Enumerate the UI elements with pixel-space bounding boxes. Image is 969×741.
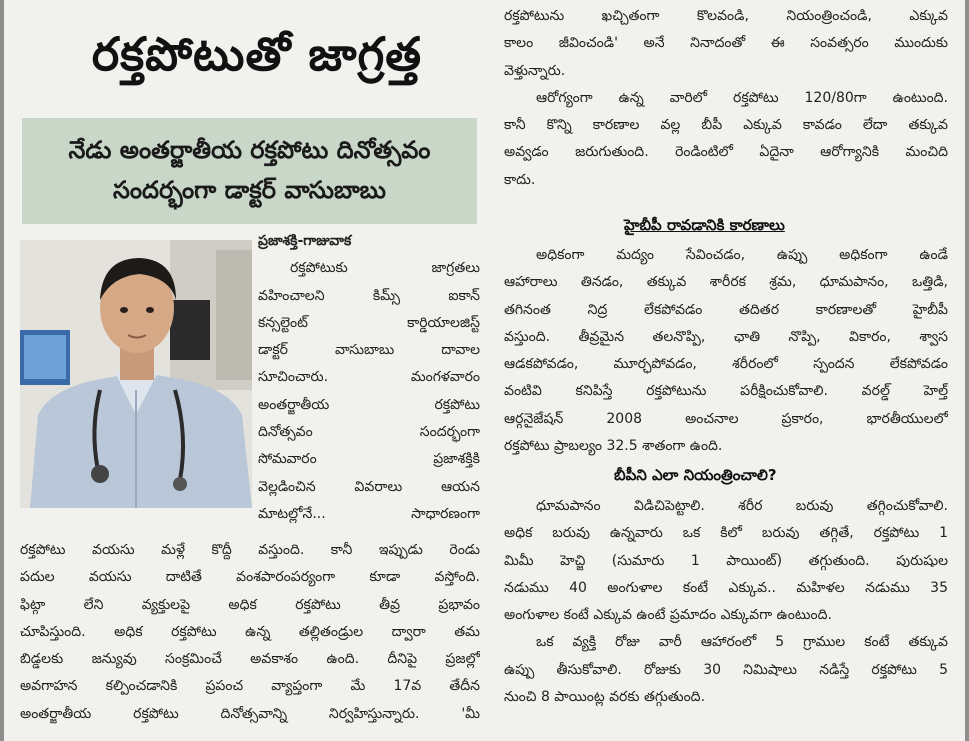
section-control-body (504, 493, 948, 711)
text-line: మాటల్లోనే... సాధారణంగా (258, 505, 480, 522)
text-line: సూచించారు. మంగళవారం (258, 369, 480, 386)
text-line: వంటివి కనిపిస్తే రక్తపోటును పరీక్షించుకోవాలి. వరల్డ్ హెల్త్ (504, 383, 948, 400)
text-line: కన్సల్టెంట్ కార్డియాలజిస్ట్ (258, 314, 480, 331)
text-line: వహించాలని కిమ్స్ ఐకాన్ (258, 287, 480, 304)
text-line: రక్తపోటు ప్రాబల్యం 32.5 శాతంగా ఉంది. (504, 438, 723, 455)
text-line: నుంచి 8 పాయింట్ల వరకు తగ్గుతుంది. (504, 689, 706, 706)
text-line: సోమవారం ప్రజాశక్తికి (258, 451, 480, 468)
text-line: అవగాహన కల్పించడానికి ప్రపంచ వ్యాప్తంగా మే 17వ తేదీన (20, 678, 480, 695)
text-line: రక్తపోటు వయసు మళ్లే కొద్దీ వస్తుంది. కానీ ఇప్పుడు రెండు (20, 542, 480, 558)
text-line: వెల్లడించిన వివరాలు ఆయన (258, 478, 480, 495)
text-line: అవ్వడం జరుగుతుంది. రెండింటిలో ఏదైనా ఆరోగ్యానికి మంచిది (504, 144, 948, 161)
section-causes-body (504, 242, 948, 460)
column-2-intro (504, 3, 948, 194)
text-line: ఆహారాలు తినడం, తక్కువ శారీరక శ్రమ, ధూమపానం, ఒత్తిడి, (504, 274, 948, 291)
subheadline-line-2: సందర్భంగా డాక్టర్ వాసుబాబు (113, 176, 386, 204)
text-line: బిడ్డలకు జన్యువు సంక్రమించే అవకాశం ఉంది. దీనిపై ప్రజల్లో (20, 651, 480, 668)
newspaper-clipping (4, 0, 965, 741)
subheadline-box (22, 118, 477, 224)
text-line: తగినంత నిద్ర లేకపోవడం తదితర కారణాలతో హైబీపీ (504, 301, 948, 318)
text-line: మిమీ హెచ్జి (సుమారు 1 పాయింట్) తగ్గుతుంది. పురుషుల (504, 552, 948, 569)
doctor-portrait-image (20, 240, 252, 508)
text-line: చూపిస్తుంది. అధిక రక్తపోటు ఉన్న తల్లితండ్రుల ద్వారా తమ (20, 623, 480, 640)
text-line: దినోత్సవం సందర్భంగా (258, 424, 480, 441)
text-line: ఒక వ్యక్తి రోజు వారీ ఆహారంలో 5 గ్రాముల కంటే తక్కువ (536, 634, 948, 651)
text-line: వెళ్తున్నారు. (504, 62, 566, 79)
text-line: కాదు. (504, 171, 536, 188)
text-line: అంగుళాల కంటే ఎక్కువ ఉంటే ప్రమాదం ఎక్కువగా ఉంటుంది. (504, 607, 832, 624)
text-line: నడుము 40 అంగుళాల కంటే ఎక్కువ.. మహిళల నడుము 35 (504, 579, 948, 596)
text-line: అధిక బరువు ఉన్నవారు ఒక కిలో బరువు తగ్గితే, రక్తపోటు 1 (504, 525, 948, 542)
column-1-body (20, 537, 480, 728)
text-line: రక్తపోటును ఖచ్చితంగా కొలవండి, నియంత్రించండి, ఎక్కువ (504, 8, 948, 24)
section-heading-causes: హైబీపీ రావడానికి కారణాలు (624, 216, 785, 234)
text-line: అంతర్జాతీయ రక్తపోటు (258, 396, 480, 413)
text-line: ఉప్పు తీసుకోవాలి. రోజుకు 30 నిమిషాలు నడిస్తే రక్తపోటు 5 (504, 661, 948, 678)
byline: ప్రజాశక్తి-గాజువాక (258, 233, 352, 249)
doctor-photo (20, 240, 252, 508)
text-line: డాక్టర్ వాసుబాబు దావాల (258, 342, 480, 359)
text-line: ధూమపానం విడిచిపెట్టాలి. శరీర బరువు తగ్గించుకోవాలి. (536, 498, 948, 514)
intro-column (258, 228, 480, 528)
text-line: ఫిట్గా లేని వ్యక్తులపై అధిక రక్తపోటు తీవ్ర ప్రభావం (20, 596, 480, 613)
section-heading-control: బీపీని ఎలా నియంత్రించాలి? (614, 466, 777, 484)
text-line: అధికంగా మద్యం సేవించడం, ఉప్పు అధికంగా ఉండే (536, 247, 948, 263)
text-line: ఆరోగ్యంగా ఉన్న వారిలో రక్తపోటు 120/80గా ఉంటుంది. (536, 89, 948, 106)
text-line: కానీ కొన్ని కారణాల వల్ల బీపీ ఎక్కువ కావడం లేదా తక్కువ (504, 117, 948, 134)
text-line: ఆర్గనైజేషన్ 2008 అంచనాల ప్రకారం, భారతీయులలో (504, 410, 948, 427)
text-line: పదుల వయసు దాటితే వంశపారంపర్యంగా కూడా వస్తోంది. (20, 569, 480, 586)
text-line: వస్తుంది. తీవ్రమైన తలనొప్పి, ఛాతి నొప్పి, వికారం, శ్వాస (504, 328, 948, 345)
text-line: ఆడకపోవడం, మూర్ఛపోవడం, శరీరంలో స్పందన లేకపోవడం (504, 356, 948, 373)
headline: రక్తపోటుతో జాగ్రత్త (91, 27, 423, 81)
text-line: రక్తపోటుకు జాగ్రతలు (290, 260, 480, 277)
subheadline-line-1: నేడు అంతర్జాతీయ రక్తపోటు దినోత్సవం (68, 136, 431, 164)
text-line: అంతర్జాతీయ రక్తపోటు దినోత్సవాన్ని నిర్వహిస్తున్నారు. 'మీ (20, 705, 480, 722)
text-line: కాలం జీవించండి' అనే నినాదంతో ఈ సంవత్సరం ముందుకు (504, 35, 948, 52)
